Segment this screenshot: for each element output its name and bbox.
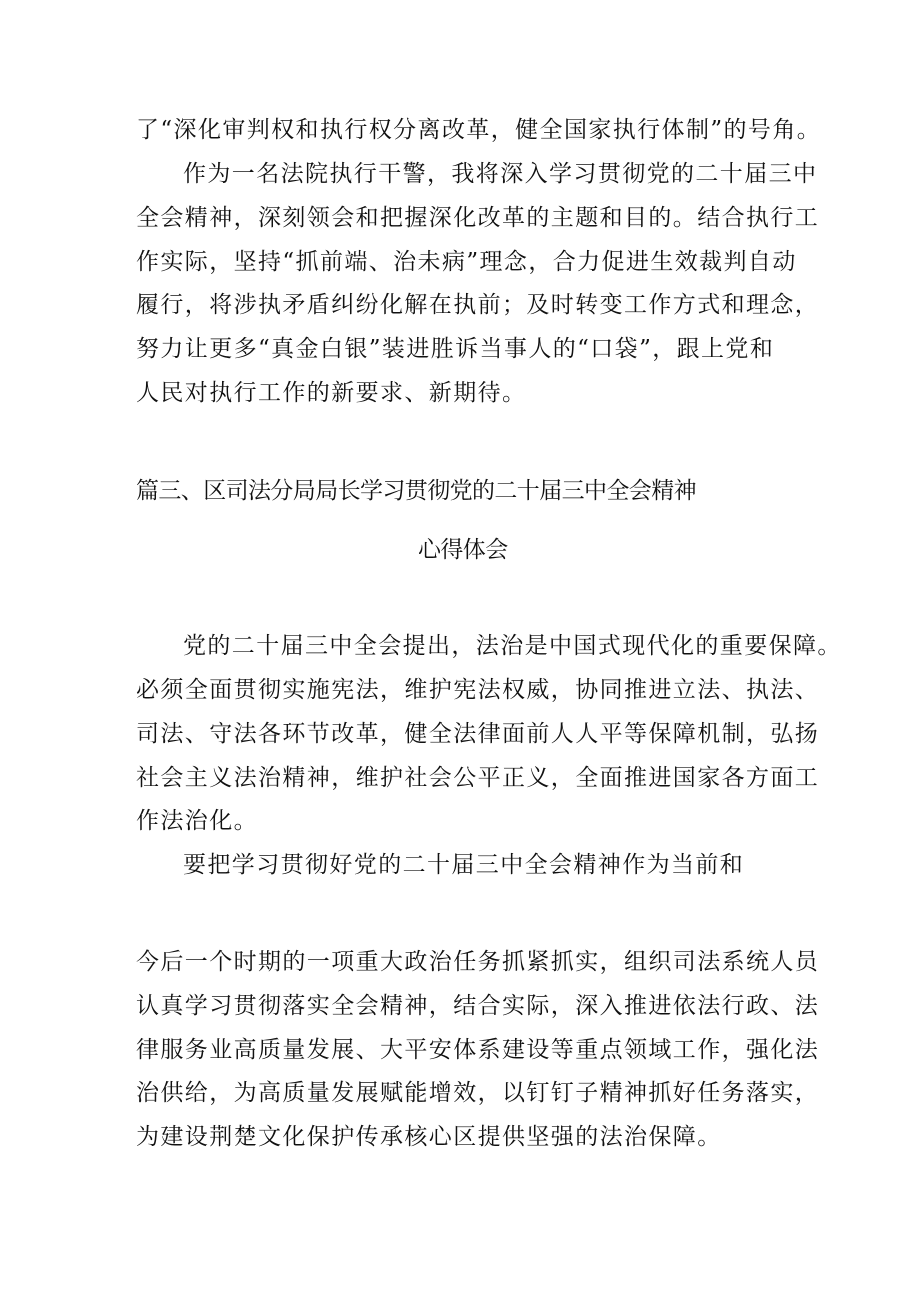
text-line: 作法治化。 bbox=[136, 808, 258, 834]
text-line: 律服务业高质量发展、大平安体系建设等重点领域工作，强化法 bbox=[136, 1037, 820, 1063]
text-line: 努力让更多“真金白银”装进胜诉当事人的“口袋”，跟上党和 bbox=[136, 336, 775, 362]
text-line: 要把学习贯彻好党的二十届三中全会精神作为当前和 bbox=[183, 852, 745, 878]
text-line: 作为一名法院执行干警，我将深入学习贯彻党的二十届三中 bbox=[183, 161, 818, 187]
text-line: 必须全面贯彻实施宪法，维护宪法权威，协同推进立法、执法、 bbox=[136, 677, 820, 703]
text-line: 履行，将涉执矛盾纠纷化解在执前；及时转变工作方式和理念， bbox=[136, 292, 820, 318]
text-line: 为建设荆楚文化保护传承核心区提供坚强的法治保障。 bbox=[136, 1124, 722, 1150]
section-heading-line-1: 篇三、区司法分局局长学习贯彻党的二十届三中全会精神 bbox=[136, 478, 697, 504]
text-line: 作实际，坚持“抓前端、治未病”理念，合力促进生效裁判自动 bbox=[136, 249, 797, 275]
text-line: 全会精神，深刻领会和把握深化改革的主题和目的。结合执行工 bbox=[136, 205, 820, 231]
text-line: 人民对执行工作的新要求、新期待。 bbox=[136, 380, 527, 406]
text-line: 社会主义法治精神，维护社会公平正义，全面推进国家各方面工 bbox=[136, 765, 820, 791]
text-line: 今后一个时期的一项重大政治任务抓紧抓实，组织司法系统人员 bbox=[136, 949, 820, 975]
text-line: 了“深化审判权和执行权分离改革，健全国家执行体制”的号角。 bbox=[136, 117, 822, 143]
text-line: 党的二十届三中全会提出，法治是中国式现代化的重要保障。 bbox=[183, 633, 842, 659]
text-line: 司法、守法各环节改革，健全法律面前人人平等保障机制，弘扬 bbox=[136, 721, 820, 747]
text-line: 治供给，为高质量发展赋能增效，以钉钉子精神抓好任务落实， bbox=[136, 1080, 820, 1106]
text-line: 认真学习贯彻落实全会精神，结合实际，深入推进依法行政、法 bbox=[136, 993, 820, 1019]
section-heading-line-2: 心得体会 bbox=[418, 537, 508, 563]
